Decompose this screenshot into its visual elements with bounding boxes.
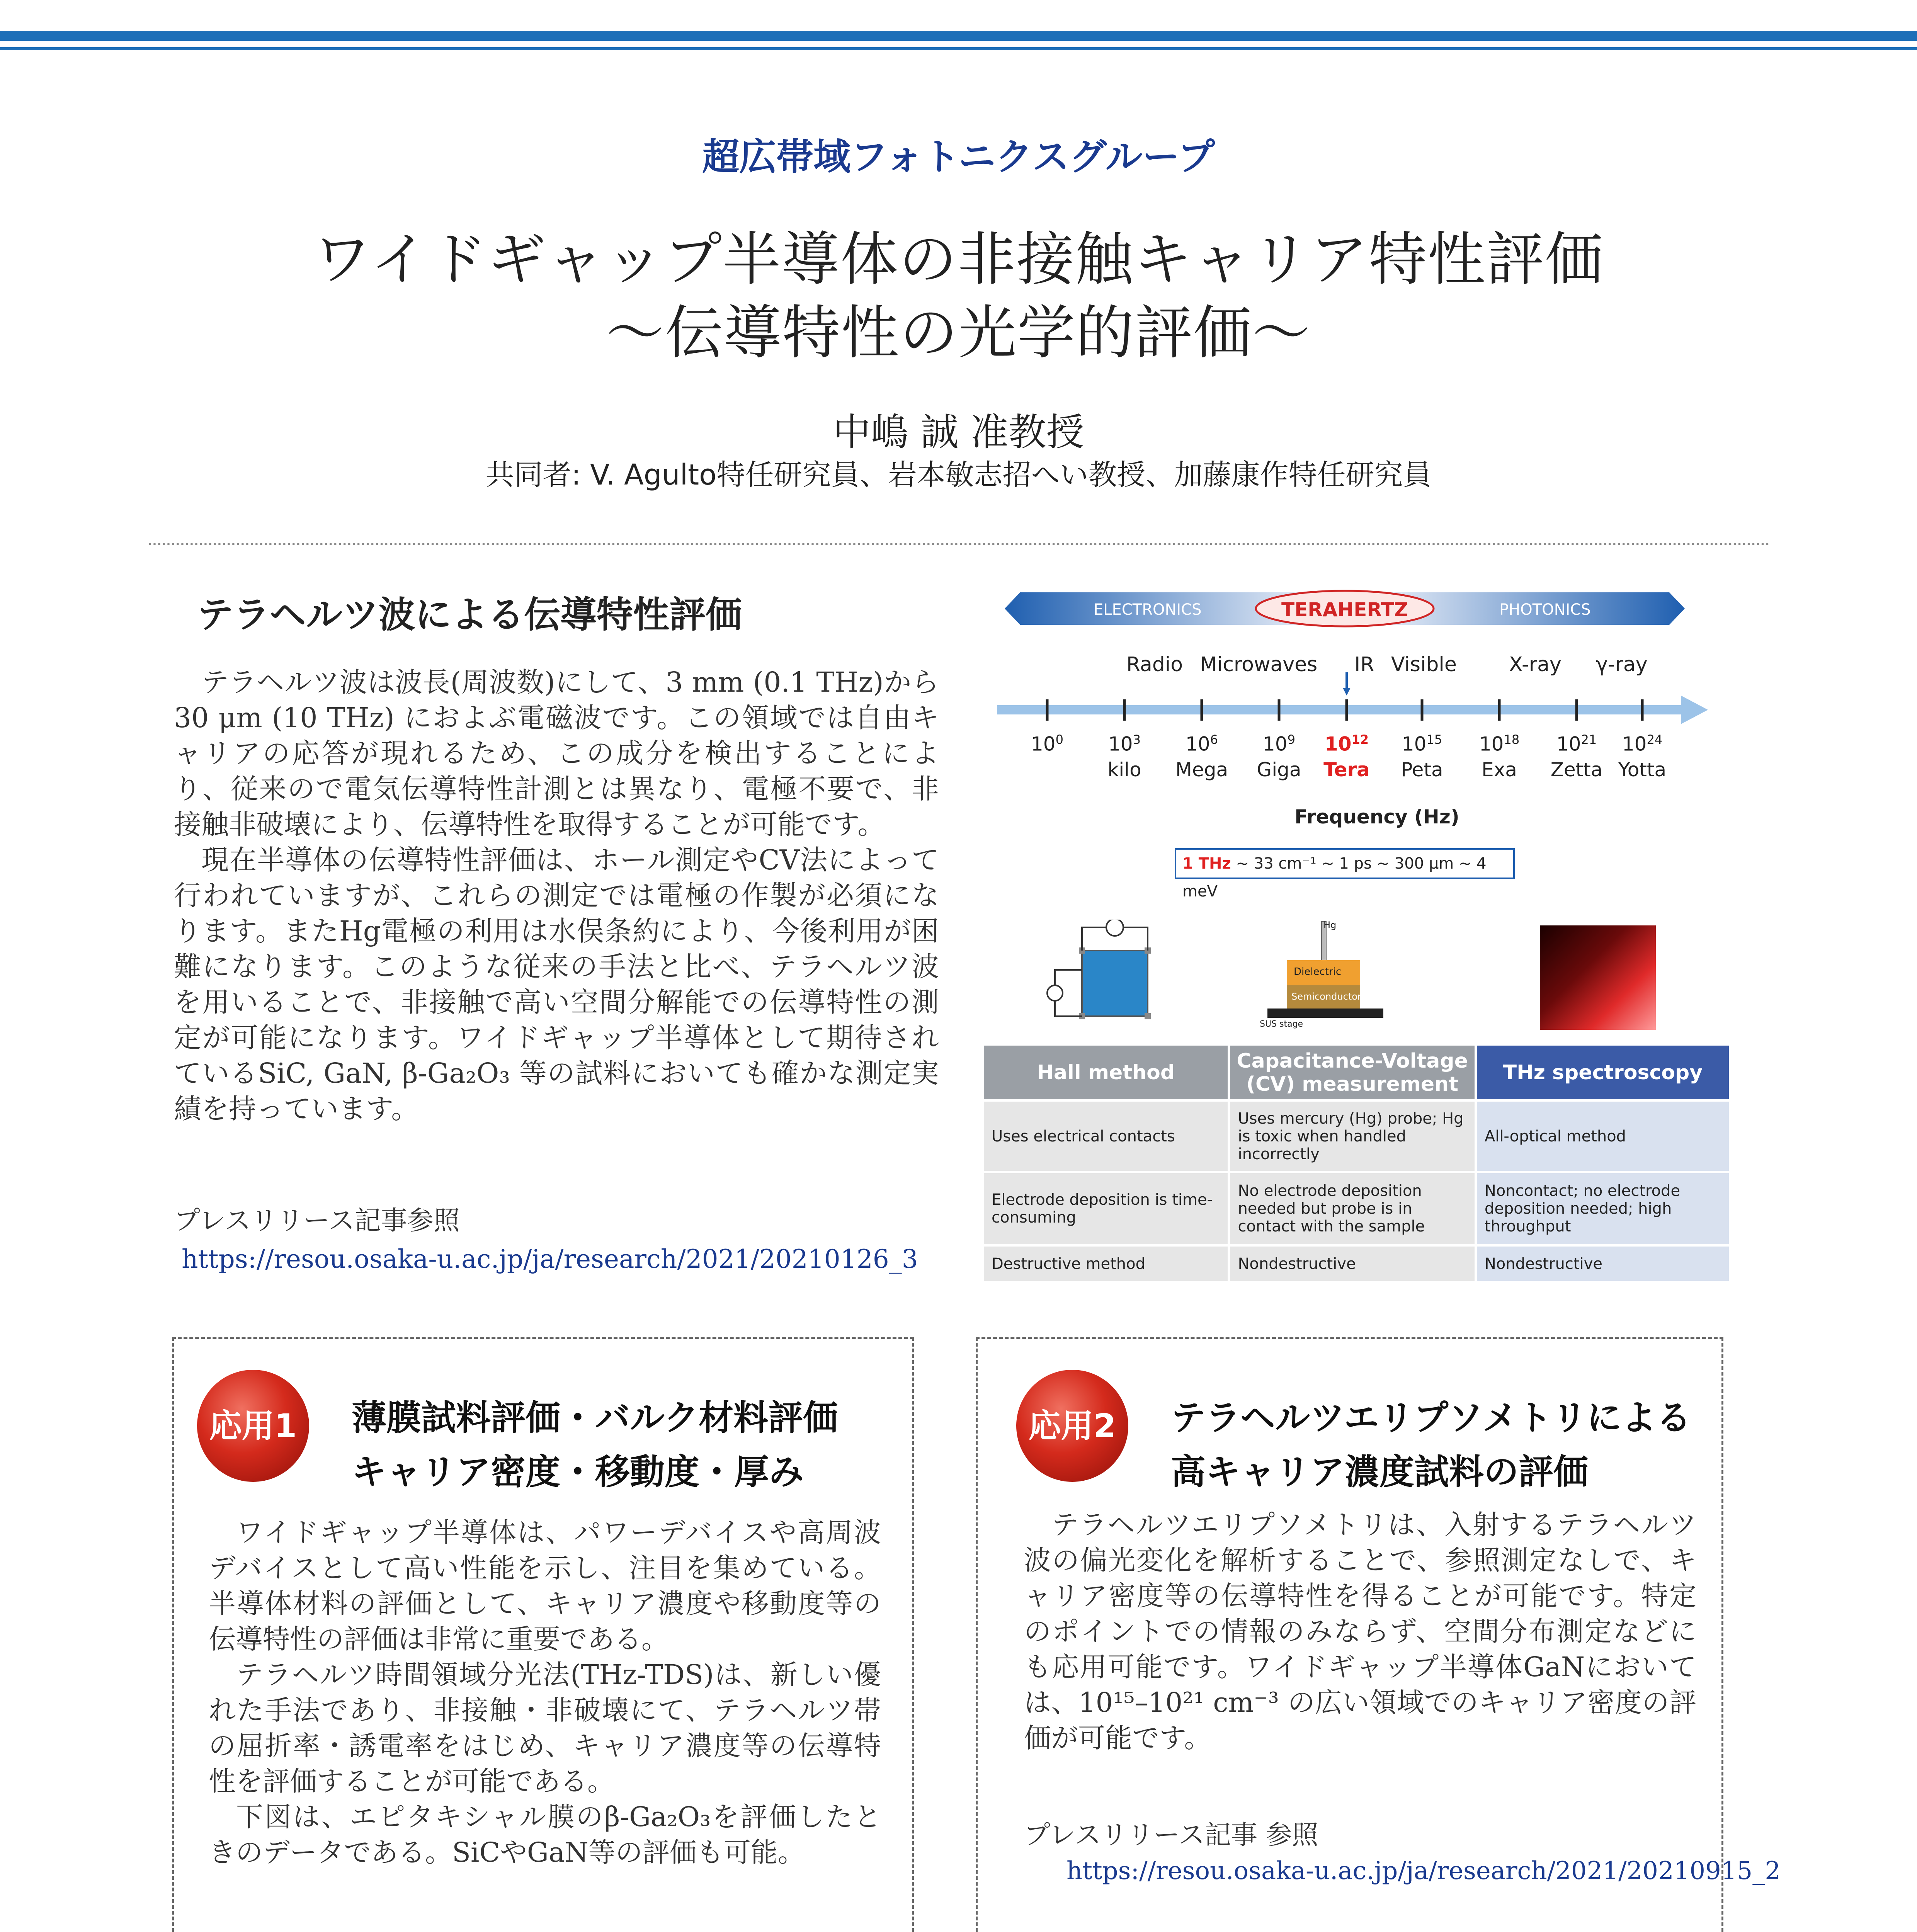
table-cell: Nondestructive bbox=[1229, 1245, 1475, 1282]
tick-prefix: Exa bbox=[1482, 758, 1517, 781]
frequency-axis-label: Frequency (Hz) bbox=[1294, 806, 1459, 828]
tick-exponent: 15 bbox=[1426, 732, 1442, 747]
hall-diagram bbox=[1043, 920, 1167, 1036]
tick-prefix: Tera bbox=[1323, 758, 1370, 781]
coauthors: 共同者: V. Agulto特任研究員、岩本敏志招へい教授、加藤康作特任研究員 bbox=[485, 458, 1432, 492]
table-cell: No electrode deposition needed but probe is in contact with the sample bbox=[1229, 1172, 1475, 1245]
methods-header-row bbox=[983, 1044, 1730, 1100]
photonics-label: PHOTONICS bbox=[1499, 601, 1591, 619]
spectrum-banner bbox=[1005, 589, 1685, 628]
band-gamma: γ-ray bbox=[1596, 653, 1648, 676]
col-thz: THz spectroscopy bbox=[1476, 1044, 1730, 1100]
app2-ref-link[interactable]: https://resou.osaka-u.ac.jp/ja/research/2021/20210915_2 bbox=[1067, 1857, 1781, 1885]
frequency-tick-label bbox=[1383, 732, 1461, 781]
app1-paragraph-1: ワイドギャップ半導体は、パワーデバイスや高周波デバイスとして高い性能を示し、注目を集めている。半導体材料の評価として、キャリア濃度や移動度等の伝導特性の評価は非常に重要である。 bbox=[209, 1517, 881, 1655]
table-cell: All-optical method bbox=[1476, 1100, 1730, 1172]
app1-paragraph-3: 下図は、エピタキシャル膜のβ-Ga₂O₃を評価したときのデータである。SiCやGaN等の評価も可能。 bbox=[209, 1801, 881, 1868]
hall-method-figure bbox=[1043, 920, 1167, 1036]
col-cv: Capacitance-Voltage (CV) measurement bbox=[1229, 1044, 1475, 1100]
app1-body bbox=[209, 1515, 881, 1870]
col-hall: Hall method bbox=[983, 1044, 1229, 1100]
app1-heading-2: キャリア密度・移動度・厚み bbox=[352, 1452, 804, 1492]
tick-prefix: Yotta bbox=[1618, 758, 1667, 781]
frequency-tick-label bbox=[1086, 732, 1163, 781]
dielectric-label: Dielectric bbox=[1294, 966, 1342, 978]
app2-paragraph-1: テラヘルツエリプソメトリは、入射するテラヘルツ波の偏光変化を解析することで、参照測定なしで、キャリア密度等の伝導特性を得ることが可能です。特定のポイントでの情報のみならず、空間分布測定などにも応用可能です。ワイドギャップ半導体GaNにおいては、10¹⁵–10²¹ cm⁻³ の広い領域でのキャリア密度の評価が可能です。 bbox=[1024, 1509, 1696, 1754]
frequency-axis bbox=[997, 630, 1708, 746]
divider bbox=[149, 543, 1770, 545]
table-cell: Uses mercury (Hg) probe; Hg is toxic when handled incorrectly bbox=[1229, 1100, 1475, 1172]
tick-base: 10 bbox=[1402, 733, 1427, 755]
thz-spectroscopy-photo bbox=[1540, 925, 1656, 1030]
table-cell: Noncontact; no electrode deposition needed; high throughput bbox=[1476, 1172, 1730, 1245]
author: 中嶋 誠 准教授 bbox=[833, 410, 1084, 454]
app1-heading-1: 薄膜試料評価・バルク材料評価 bbox=[352, 1398, 838, 1438]
section1-paragraph-1: テラヘルツ波は波長(周波数)にして、3 mm (0.1 THz)から 30 μm (10 THz) におよぶ電磁波です。この領域では自由キャリアの応答が現れるため、この成分を検出することにより、従来ので電気伝導特性計測とは異なり、電極不要で、非接触非破壊により、伝導特性を取得することが可能です。 bbox=[174, 666, 939, 840]
conversion-rest: ~ 33 cm⁻¹ ~ 1 ps ~ 300 μm ~ 4 meV bbox=[1182, 855, 1487, 900]
page-title: ワイドギャップ半導体の非接触キャリア特性評価 bbox=[313, 226, 1604, 293]
group-name: 超広帯域フォトニクスグループ bbox=[702, 135, 1215, 179]
frequency-tick-label bbox=[1308, 732, 1385, 781]
section1-paragraph-2: 現在半導体の伝導特性評価は、ホール測定やCV法によって行われていますが、これらの測定では電極の作製が必須になります。またHg電極の利用は水俣条約により、今後利用が困難になります。このような従来の手法と比べ、テラヘルツ波を用いることで、非接触で高い空間分解能での伝導特性の測定が可能になります。ワイドギャップ半導体として期待されているSiC, GaN, β-Ga₂O₃ 等の試料においても確かな測定実績を持っています。 bbox=[174, 844, 939, 1125]
stage-label: SUS stage bbox=[1260, 1019, 1303, 1029]
table-row bbox=[983, 1245, 1730, 1282]
tick-prefix: Mega bbox=[1175, 758, 1228, 781]
tick-exponent: 12 bbox=[1351, 732, 1369, 747]
app2-heading-2: 高キャリア濃度試料の評価 bbox=[1171, 1452, 1588, 1492]
tick-prefix: kilo bbox=[1107, 758, 1141, 781]
frequency-tick-label bbox=[1604, 732, 1681, 781]
tick-exponent: 21 bbox=[1581, 732, 1597, 747]
tick-prefix: Giga bbox=[1257, 758, 1301, 781]
band-visible: Visible bbox=[1391, 653, 1457, 676]
tick-exponent: 18 bbox=[1504, 732, 1520, 747]
page-subtitle: ～伝導特性の光学的評価～ bbox=[606, 299, 1311, 367]
hg-label: Hg bbox=[1323, 920, 1337, 930]
app2-heading-1: テラヘルツエリプソメトリによる bbox=[1171, 1398, 1691, 1438]
tick-base: 10 bbox=[1186, 733, 1210, 755]
band-ir: IR bbox=[1354, 653, 1374, 676]
tick-exponent: 3 bbox=[1133, 732, 1141, 747]
table-cell: Destructive method bbox=[983, 1245, 1229, 1282]
app2-body bbox=[1024, 1507, 1696, 1756]
cv-diagram bbox=[1264, 920, 1418, 1036]
tick-base: 10 bbox=[1622, 733, 1647, 755]
tick-base: 10 bbox=[1108, 733, 1133, 755]
cv-method-figure bbox=[1260, 920, 1418, 1036]
frequency-tick-label bbox=[1163, 732, 1240, 781]
table-row bbox=[983, 1100, 1730, 1172]
table-row bbox=[983, 1172, 1730, 1245]
band-xray: X-ray bbox=[1509, 653, 1561, 676]
table-cell: Electrode deposition is time-consuming bbox=[983, 1172, 1229, 1245]
tick-exponent: 0 bbox=[1055, 732, 1063, 747]
frequency-tick-label bbox=[1461, 732, 1538, 781]
tick-exponent: 9 bbox=[1287, 732, 1295, 747]
app1-paragraph-2: テラヘルツ時間領域分光法(THz-TDS)は、新しい優れた手法であり、非接触・非破壊にて、テラヘルツ帯の屈折率・誘電率をはじめ、キャリア濃度等の伝導特性を評価することが可能である。 bbox=[209, 1659, 881, 1797]
band-radio: Radio bbox=[1126, 653, 1183, 676]
tick-prefix: Peta bbox=[1401, 758, 1443, 781]
tick-base: 10 bbox=[1031, 733, 1056, 755]
tick-base: 10 bbox=[1324, 733, 1352, 755]
terahertz-label: TERAHERTZ bbox=[1281, 599, 1408, 621]
table-cell: Uses electrical contacts bbox=[983, 1100, 1229, 1172]
methods-table bbox=[981, 1043, 1731, 1283]
conversion-box bbox=[1175, 848, 1515, 900]
tick-exponent: 6 bbox=[1210, 732, 1218, 747]
app1-badge: 応用1 bbox=[197, 1370, 309, 1482]
table-cell: Nondestructive bbox=[1476, 1245, 1730, 1282]
tick-prefix: Zetta bbox=[1550, 758, 1603, 781]
frequency-tick-label bbox=[1240, 732, 1318, 781]
semiconductor-label: Semiconductor bbox=[1291, 991, 1361, 1002]
tick-exponent: 24 bbox=[1647, 732, 1663, 747]
section1-body bbox=[174, 665, 939, 1127]
conversion-lead: 1 THz bbox=[1182, 855, 1231, 872]
section-heading: テラヘルツ波による伝導特性評価 bbox=[197, 594, 742, 636]
tick-base: 10 bbox=[1556, 733, 1581, 755]
top-bar-thin bbox=[0, 47, 1917, 50]
top-bar bbox=[0, 31, 1917, 41]
electronics-label: ELECTRONICS bbox=[1094, 601, 1202, 619]
band-microwaves: Microwaves bbox=[1200, 653, 1318, 676]
app2-ref-label: プレスリリース記事 参照 bbox=[1024, 1820, 1318, 1850]
tick-base: 10 bbox=[1263, 733, 1288, 755]
press-release-link[interactable]: https://resou.osaka-u.ac.jp/ja/research/2021/20210126_3 bbox=[182, 1244, 918, 1274]
frequency-tick-label bbox=[1009, 732, 1086, 759]
press-release-label: プレスリリース記事参照 bbox=[174, 1206, 460, 1236]
tick-base: 10 bbox=[1479, 733, 1504, 755]
app2-badge: 応用2 bbox=[1016, 1370, 1128, 1482]
